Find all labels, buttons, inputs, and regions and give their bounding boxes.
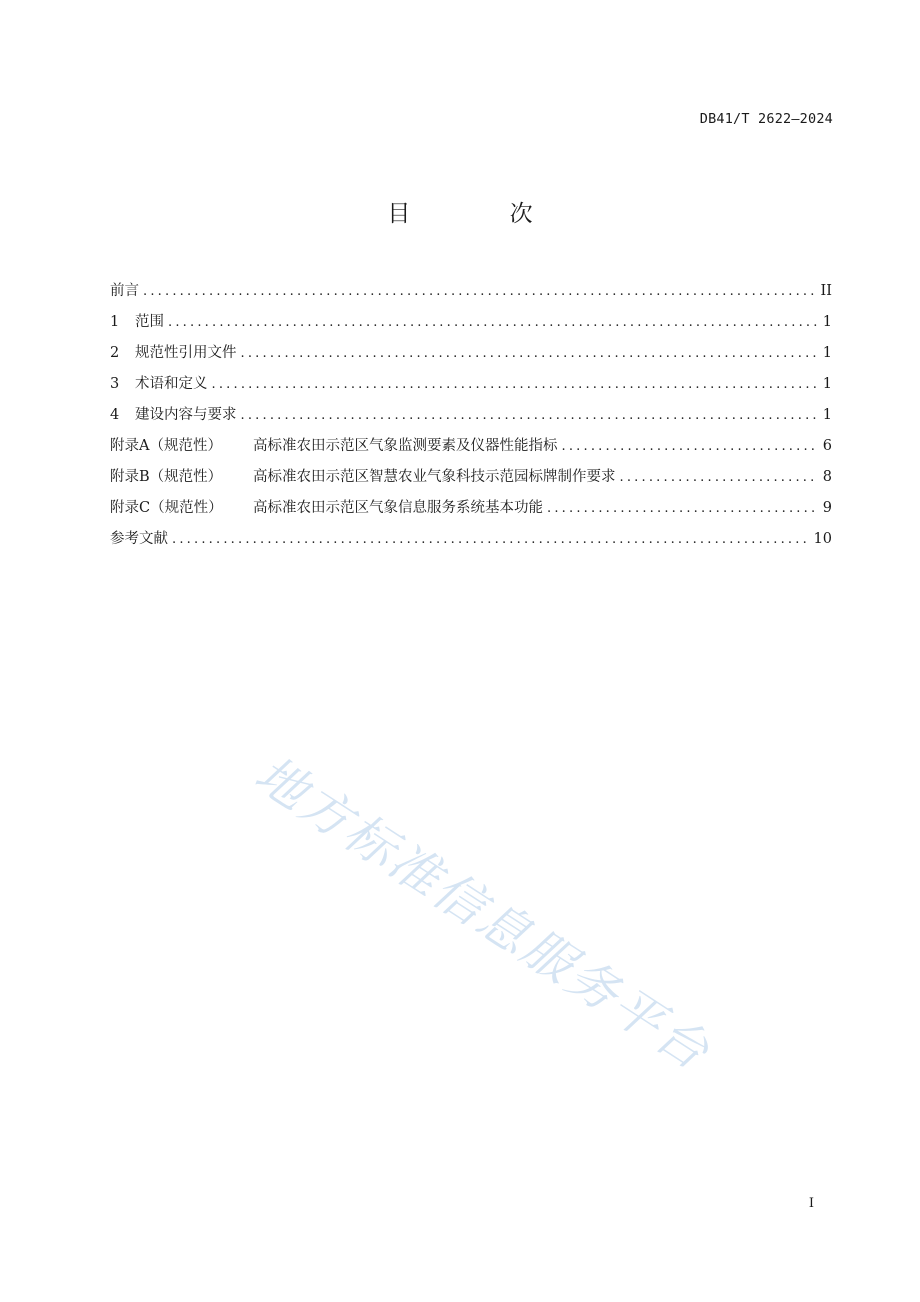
- table-of-contents: [110, 278, 832, 557]
- toc-entry-number: 1: [110, 314, 120, 330]
- watermark: 地方标准信息服务平台: [244, 744, 721, 1083]
- toc-leader-dots: [241, 340, 817, 367]
- toc-entry-number: 4: [110, 407, 120, 423]
- toc-entry-page: 8: [822, 469, 832, 485]
- toc-entry-label: 规范性引用文件: [135, 345, 237, 361]
- document-code: DB41/T 2622—2024: [699, 111, 833, 127]
- toc-entry-label: 参考文献: [110, 531, 168, 547]
- toc-entry-page: 1: [822, 345, 832, 361]
- toc-entry-appendix-c[interactable]: [110, 495, 832, 526]
- toc-leader-dots: [172, 526, 808, 553]
- toc-entry-appendix-a[interactable]: [110, 433, 832, 464]
- toc-entry-label: 前言: [110, 283, 139, 299]
- toc-entry-number: 2: [110, 345, 120, 361]
- toc-entry-label: 高标准农田示范区气象监测要素及仪器性能指标: [253, 438, 558, 454]
- toc-leader-dots: [562, 433, 817, 460]
- toc-entry-label: 建设内容与要求: [135, 407, 237, 423]
- toc-entry-page: 10: [813, 531, 832, 547]
- toc-entry-page: 1: [822, 314, 832, 330]
- page-number: I: [808, 1196, 814, 1211]
- toc-entry-construction-requirements[interactable]: [110, 402, 832, 433]
- toc-entry-prefix: 附录A（规范性）: [110, 438, 222, 454]
- toc-entry-label: 术语和定义: [135, 376, 208, 392]
- page-title: 目 次: [387, 201, 579, 227]
- toc-entry-page: II: [820, 283, 832, 299]
- toc-entry-prefix: 附录C（规范性）: [110, 500, 223, 516]
- toc-entry-page: 6: [822, 438, 832, 454]
- toc-entry-page: 1: [822, 376, 832, 392]
- toc-entry-page: 9: [822, 500, 832, 516]
- toc-leader-dots: [620, 464, 817, 491]
- toc-entry-foreword[interactable]: [110, 278, 832, 309]
- toc-entry-normative-references[interactable]: [110, 340, 832, 371]
- toc-entry-number: 3: [110, 376, 120, 392]
- toc-leader-dots: [212, 371, 817, 398]
- toc-entry-appendix-b[interactable]: [110, 464, 832, 495]
- toc-leader-dots: [241, 402, 817, 429]
- toc-entry-bibliography[interactable]: [110, 526, 832, 557]
- toc-entry-prefix: 附录B（规范性）: [110, 469, 223, 485]
- toc-entry-label: 范围: [135, 314, 164, 330]
- toc-leader-dots: [168, 309, 817, 336]
- toc-entry-label: 高标准农田示范区气象信息服务系统基本功能: [253, 500, 543, 516]
- toc-leader-dots: [143, 278, 815, 305]
- toc-entry-label: 高标准农田示范区智慧农业气象科技示范园标牌制作要求: [253, 469, 616, 485]
- toc-entry-page: 1: [822, 407, 832, 423]
- toc-entry-scope[interactable]: [110, 309, 832, 340]
- toc-entry-terms-definitions[interactable]: [110, 371, 832, 402]
- toc-leader-dots: [547, 495, 817, 522]
